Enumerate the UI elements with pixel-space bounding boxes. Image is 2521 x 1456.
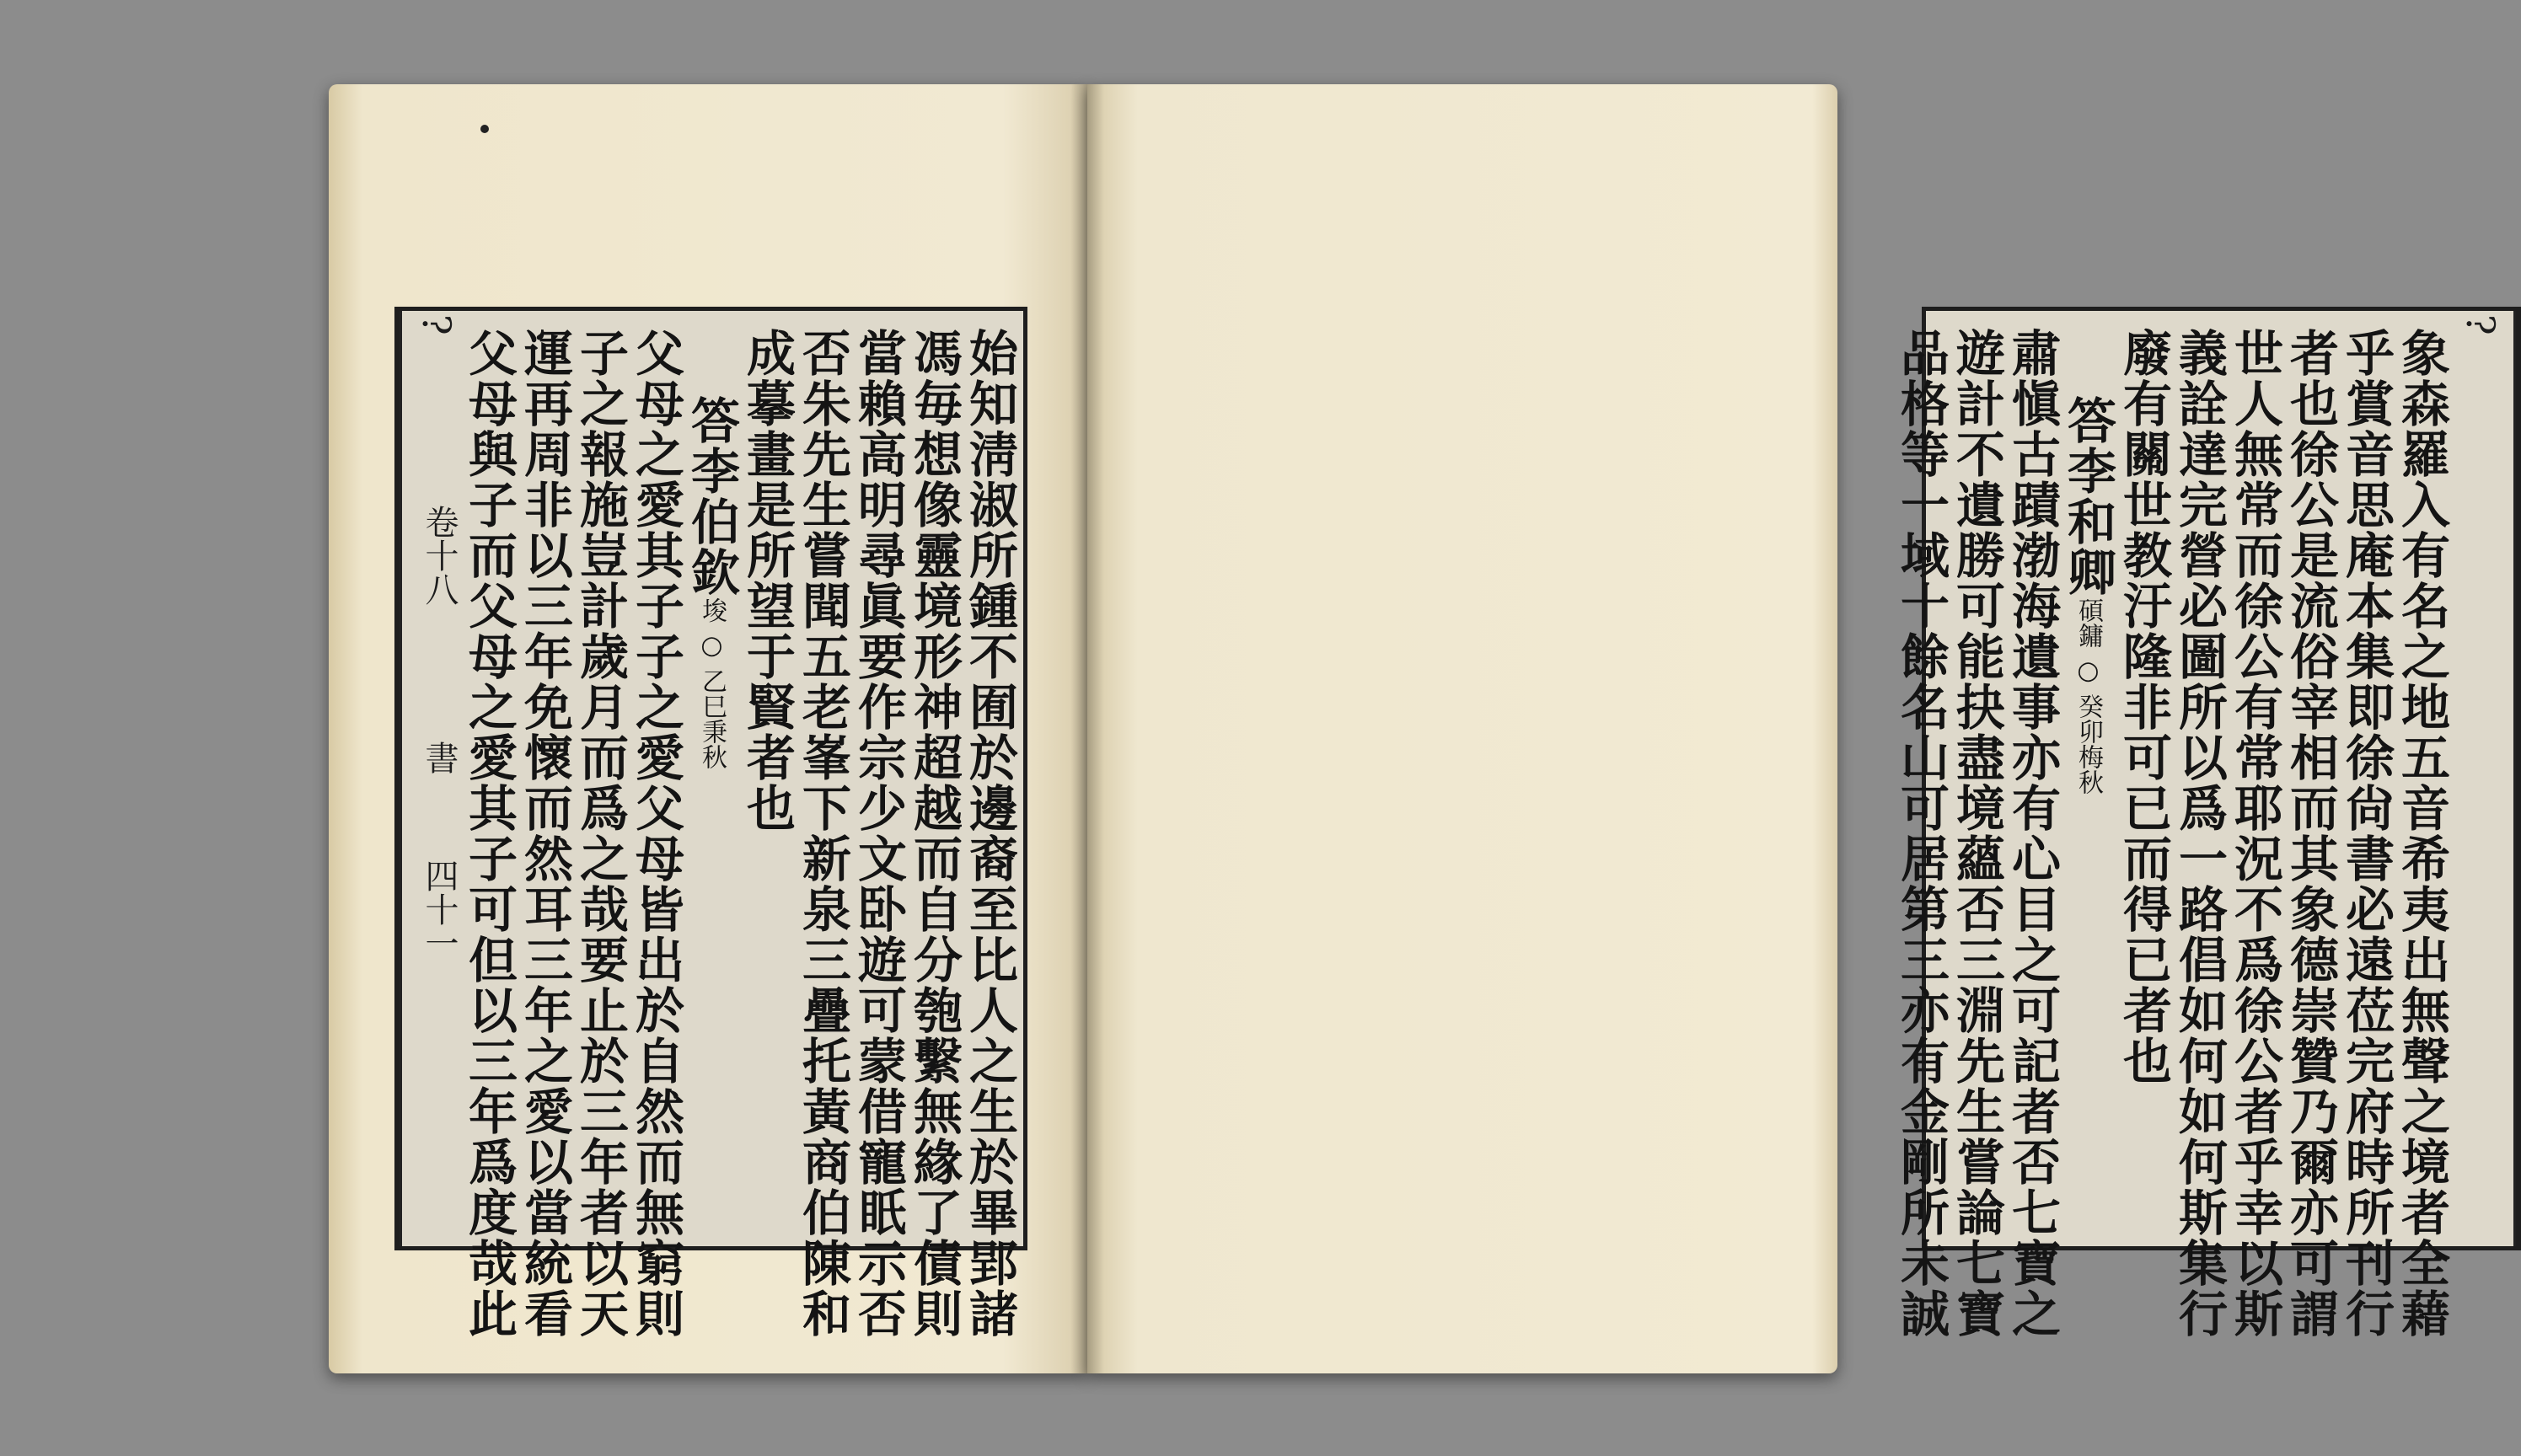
margin-center-column [400,311,463,1246]
heading-note: 埈 ○ 乙巳秉秋 [697,597,727,770]
book-title: ? [2458,314,2503,335]
folio-number: 四十一 [420,859,459,960]
book-gutter [1070,84,1104,1373]
text-column: 子之報施豈計歲月而爲之哉要止於三年者以天 [571,328,629,1339]
ink-spot [480,125,489,133]
section-label: 書 [420,741,459,774]
left-text-frame [394,307,1027,1339]
text-column: 者也徐公是流俗宰相而其象德崇贊乃爾亦可謂 [2282,328,2339,1339]
open-book [329,84,2503,1382]
book-title: ? [414,314,459,335]
heading-title: 答李和卿 [2059,395,2116,597]
volume-label: 卷十八 [420,505,459,606]
text-column: 遊計不遺勝可能抉盡境蘊否三淵先生嘗論七寶 [1948,328,2005,1339]
heading-note: 碩鏞 ○ 癸卯梅秋 [2073,597,2103,795]
text-column: 成摹畫是所望于賢者也 [738,328,796,833]
text-column: 當賴高明尋眞要作宗少文卧遊可蒙借寵眂示否 [850,328,907,1339]
text-column: 象森羅入有名之地五音希夷出無聲之境者全藉 [2393,328,2450,1339]
text-column: 世人無常而徐公有常耶況不爲徐公者乎幸以斯 [2226,328,2283,1339]
text-column: 品格等一域十餘名山可居第三亦有金剛所未誠 [1892,328,1950,1339]
margin-center-column [2453,311,2516,1246]
text-column: 廢有關世教汙隆非可已而得已者也 [2115,328,2172,1086]
letter-heading [684,395,738,769]
text-column: 父母之愛其子子之愛父母皆出於自然而無窮則 [627,328,684,1339]
text-column: 始知淸淑所鍾不囿於邊裔至比人之生於畢郢諸 [961,328,1018,1339]
left-page [329,84,1087,1373]
text-column: 肅愼古蹟渤海遺事亦有心目之可記者否七寶之 [2003,328,2061,1339]
text-column: 運再周非以三年免懷而然耳三年之愛以當統看 [516,328,573,1339]
text-column: 父母與子而父母之愛其子可但以三年爲度哉此 [460,328,518,1339]
right-text-frame [1892,307,2521,1339]
text-column: 乎賞音思庵本集即徐尙書必遠莅完府時所刊行 [2337,328,2395,1339]
heading-title: 答李伯欽 [683,395,740,597]
text-column: 義詮達完營必圖所以爲一路倡如何如何斯集行 [2170,328,2228,1339]
letter-heading [2061,395,2115,795]
text-column: 馮毎想像靈境形神超越而自分匏繫無緣了債則 [905,328,963,1339]
text-column: 否朱先生嘗聞五老峯下新泉三疊托黃商伯陳和 [794,328,851,1339]
right-page [1087,84,2503,1373]
